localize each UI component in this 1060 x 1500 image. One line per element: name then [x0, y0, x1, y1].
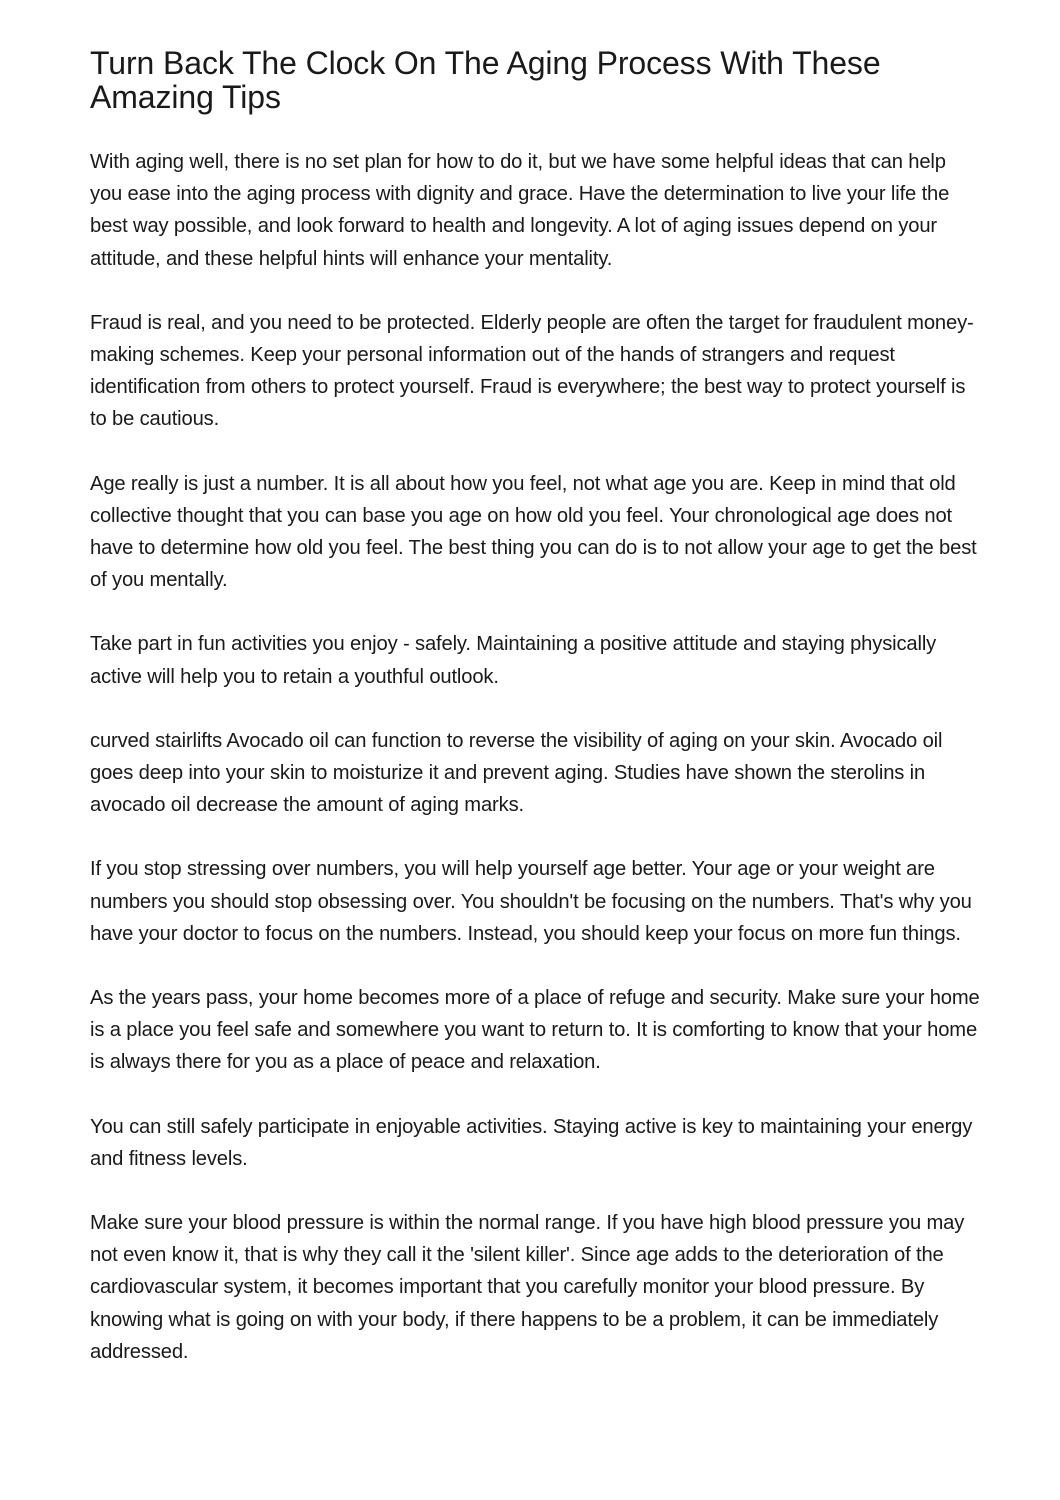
page-title: Turn Back The Clock On The Aging Process With These Amazing Tips — [90, 45, 881, 115]
paragraph-avocado-oil: curved stairlifts Avocado oil can function to reverse the visibility of aging on your skin. Avocado oil goes deep into your skin to moisturize it and prevent aging. Studies have shown the sterolins in avocado oil decrease the amount of aging marks. — [90, 729, 943, 817]
paragraph-fun-activities: Take part in fun activities you enjoy - safely. Maintaining a positive attitude and staying physically active will help you to retain a youthful outlook. — [90, 633, 937, 688]
paragraph-blood-pressure: Make sure your blood pressure is within the normal range. If you have high blood pressure you may not even know it, that is why they call it the 'silent killer'. Since age adds to the deterioration of the cardiovascular system, it becomes important that you carefully monitor your blood pressure. By knowing what is going on with your body, if there happens to be a problem, it can be immediately addressed. — [90, 1212, 965, 1363]
paragraph-age-number: Age really is just a number. It is all about how you feel, not what age you are. Keep in mind that old collective thought that you can base you age on how old you feel. Your chronological age does not have to determine how old you feel. The best thing you can do is to not allow your age to get the best of you mentally. — [90, 472, 977, 592]
paragraph-numbers: If you stop stressing over numbers, you will help yourself age better. Your age or your weight are numbers you should stop obsessing over. You shouldn't be focusing on the numbers. That's why you have your doctor to focus on the numbers. Instead, you should keep your focus on more fun things. — [90, 858, 972, 945]
paragraph-intro: With aging well, there is no set plan for how to do it, but we have some helpful ideas that can help you ease into the aging process with dignity and grace. Have the determination to live your life the best way possible, and look forward to health and longevity. A lot of aging issues depend on your attitude, and these helpful hints will enhance your mentality. — [90, 151, 950, 270]
paragraph-fraud: Fraud is real, and you need to be protected. Elderly people are often the target for fraudulent money-making schemes. Keep your personal information out of the hands of strangers and request identification from others to protect yourself. Fraud is everywhere; the best way to protect yourself is to be cautious. — [90, 311, 974, 431]
paragraph-stay-active: You can still safely participate in enjoyable activities. Staying active is key to maintaining your energy and fitness levels. — [90, 1115, 973, 1170]
document-page — [90, 46, 980, 1400]
paragraph-home: As the years pass, your home becomes more of a place of refuge and security. Make sure your home is a place you feel safe and somewhere you want to return to. It is comforting to know that your home is always there for you as a place of peace and relaxation. — [90, 987, 980, 1074]
